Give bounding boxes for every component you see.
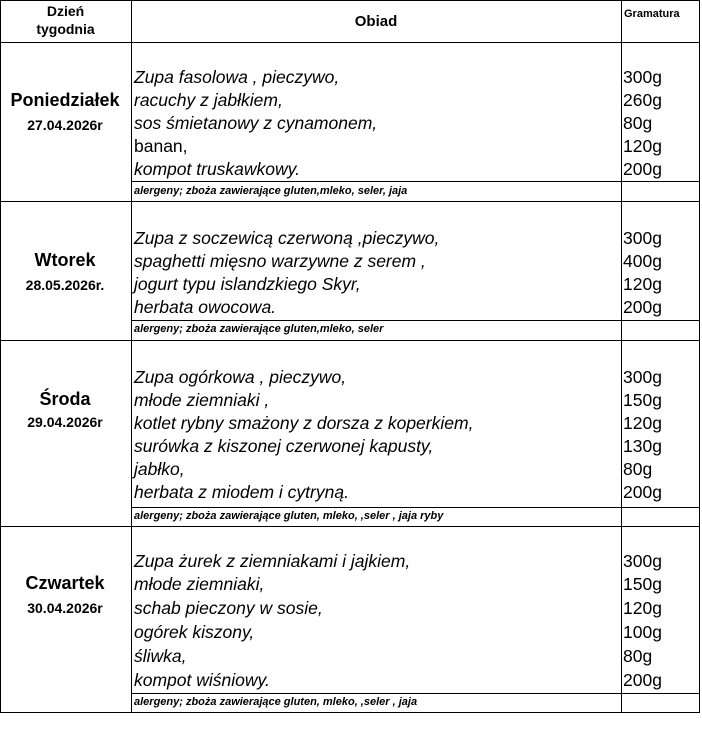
gram-value: 80g <box>623 113 653 133</box>
allergen-note: alergeny; zboża zawierające gluten, mleko, ,seler , jaja ryby <box>134 510 444 522</box>
meal-item: kompot wiśniowy. <box>134 670 270 690</box>
meal-item: sos śmietanowy z cynamonem, <box>134 113 378 133</box>
header-day-label-line1: Dzień <box>46 3 85 19</box>
gram-value: 300g <box>623 67 662 87</box>
gram-value: 80g <box>623 459 653 479</box>
meal-item: młode ziemniaki, <box>134 574 265 594</box>
header-day-label-line2: tygodnia <box>36 21 95 37</box>
meal-item: spaghetti mięsno warzywne z serem , <box>134 251 426 271</box>
gram-value: 100g <box>623 622 662 642</box>
meal-item: kompot truskawkowy. <box>134 159 300 179</box>
meal-item: herbata owocowa. <box>134 297 277 317</box>
day-name-wednesday: Środa <box>39 389 91 409</box>
meal-item: Zupa fasolowa , pieczywo, <box>134 67 340 87</box>
meal-item: śliwka, <box>134 646 187 666</box>
meal-item: racuchy z jabłkiem, <box>134 90 283 110</box>
gram-value: 130g <box>623 436 662 456</box>
day-date-monday: 27.04.2026r <box>27 117 103 133</box>
gram-value: 200g <box>623 670 662 690</box>
meal-item: Zupa ogórkowa , pieczywo, <box>134 367 347 387</box>
day-date-wednesday: 29.04.2026r <box>27 414 103 430</box>
meal-item: ogórek kiszony, <box>134 622 255 642</box>
day-date-tuesday: 28.05.2026r. <box>25 277 105 293</box>
gram-value: 120g <box>623 413 662 433</box>
allergen-note: alergeny; zboża zawierające gluten,mleko, seler, jaja <box>134 185 408 197</box>
meal-item: surówka z kiszonej czerwonej kapusty, <box>134 436 434 456</box>
gram-value: 80g <box>623 646 653 666</box>
gram-value: 200g <box>623 297 662 317</box>
gram-value: 150g <box>623 574 662 594</box>
meal-item: herbata z miodem i cytryną. <box>134 482 349 502</box>
allergen-note: alergeny; zboża zawierające gluten, mleko, ,seler , jaja <box>134 696 418 708</box>
gram-value: 300g <box>623 551 662 571</box>
gram-value: 120g <box>623 598 662 618</box>
meal-item: Zupa z soczewicą czerwoną ,pieczywo, <box>134 228 440 248</box>
meal-item: schab pieczony w sosie, <box>134 598 323 618</box>
meal-item: banan, <box>134 136 188 156</box>
day-name-thursday: Czwartek <box>25 573 105 593</box>
gram-value: 200g <box>623 482 662 502</box>
header-grams-label: Gramatura <box>624 8 680 20</box>
gram-value: 120g <box>623 274 662 294</box>
meal-item: młode ziemniaki , <box>134 390 270 410</box>
day-name-tuesday: Wtorek <box>34 250 96 270</box>
gram-value: 260g <box>623 90 662 110</box>
header-meal-label: Obiad <box>354 13 398 30</box>
gram-value: 200g <box>623 159 662 179</box>
allergen-note: alergeny; zboża zawierające gluten,mleko, seler <box>134 323 384 335</box>
meal-item: jogurt typu islandzkiego Skyr, <box>134 274 361 294</box>
gram-value: 400g <box>623 251 662 271</box>
gram-value: 150g <box>623 390 662 410</box>
meal-item: kotlet rybny smażony z dorsza z koperkiem, <box>134 413 474 433</box>
gram-value: 120g <box>623 136 662 156</box>
gram-value: 300g <box>623 228 662 248</box>
meal-item: Zupa żurek z ziemniakami i jajkiem, <box>134 551 411 571</box>
meal-item: jabłko, <box>134 459 185 479</box>
day-name-monday: Poniedziałek <box>10 90 120 110</box>
day-date-thursday: 30.04.2026r <box>27 600 103 616</box>
gram-value: 300g <box>623 367 662 387</box>
